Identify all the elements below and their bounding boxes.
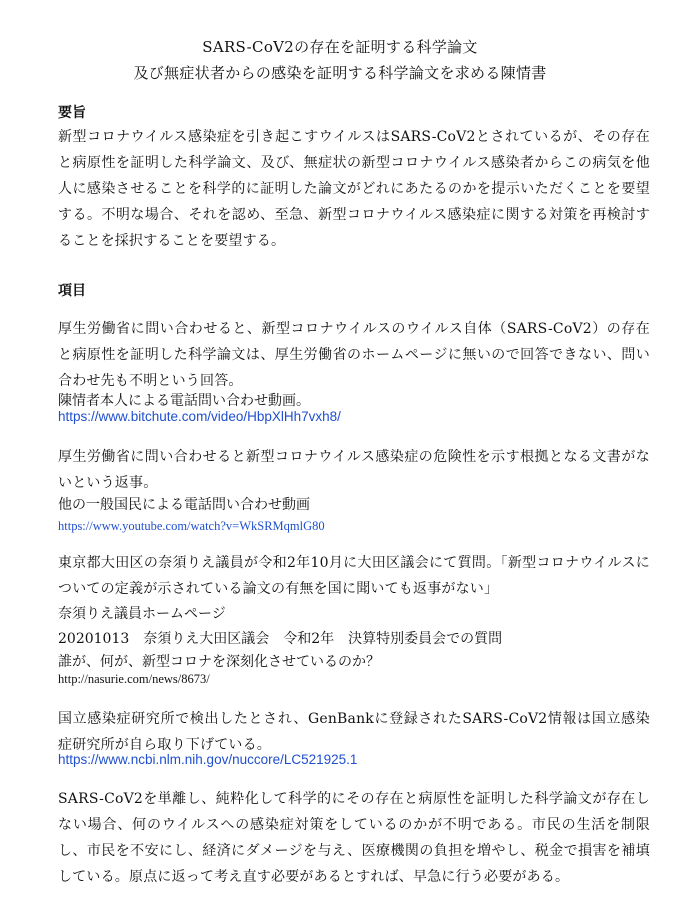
- item-1-note: 陳情者本人による電話問い合わせ動画。: [58, 393, 310, 409]
- document-title-line-2: 及び無症状者からの感染を証明する科学論文を求める陳情書: [133, 64, 547, 82]
- item-3-url: http://nasurie.com/news/8673/: [58, 672, 210, 686]
- item-5-text: SARS-CoV2を単離し、純粋化して科学的にその存在と病原性を証明した科学論文が存在しない場合、何のウイルスへの感染症対策をしているのかが不明である。市民の生活を制限し、市民を不安にし、経済にダメージを与え、医療機関の負担を増やし、税金で損害を補填している。原点に返って考え直す必要があるとすれば、早急に行う必要がある。: [58, 791, 650, 885]
- items-heading: 項目: [58, 283, 86, 299]
- item-3-text: 東京都大田区の奈須りえ議員が令和2年10月に大田区議会にて質問。「新型コロナウイルスについての定義が示されている論文の有無を国に聞いても返事がない」: [58, 555, 650, 597]
- summary-heading: 要旨: [58, 105, 86, 121]
- document-title-line-1: SARS-CoV2の存在を証明する科学論文: [202, 38, 478, 56]
- summary-text: 新型コロナウイルス感染症を引き起こすウイルスはSARS-CoV2とされているが、その存在と病原性を証明した科学論文、及び、無症状の新型コロナウイルス感染者からこの病気を他人に感染させることを科学的に証明した論文がどれにあたるのかを提示いただくことを要望する。不明な場合、それを認め、至急、新型コロナウイルス感染症に関する対策を再検討することを採択することを要望する。: [58, 129, 650, 249]
- item-2-link[interactable]: https://www.youtube.com/watch?v=WkSRMqmlG80: [58, 519, 325, 533]
- item-4-text: 国立感染症研究所で検出したとされ、GenBankに登録されたSARS-CoV2情報は国立感染症研究所が自ら取り下げている。: [58, 711, 650, 753]
- item-2-note: 他の一般国民による電話問い合わせ動画: [58, 497, 310, 513]
- item-4-link[interactable]: https://www.ncbi.nlm.nih.gov/nuccore/LC521925.1: [58, 752, 358, 767]
- item-3-line-1: 20201013 奈須りえ大田区議会 令和2年 決算特別委員会での質問: [58, 631, 503, 647]
- item-2-text: 厚生労働省に問い合わせると新型コロナウイルス感染症の危険性を示す根拠となる文書がないという返事。: [58, 449, 650, 491]
- item-3-line-2: 誰が、何が、新型コロナを深刻化させているのか？: [58, 654, 380, 670]
- item-3-note: 奈須りえ議員ホームページ: [58, 606, 226, 622]
- item-1-link[interactable]: https://www.bitchute.com/video/HbpXlHh7vxh8/: [58, 409, 341, 424]
- item-1-text: 厚生労働省に問い合わせると、新型コロナウイルスのウイルス自体（SARS-CoV2）の存在と病原性を証明した科学論文は、厚生労働省のホームページに無いので回答できない、問い合わせ先も不明という回答。: [58, 321, 650, 389]
